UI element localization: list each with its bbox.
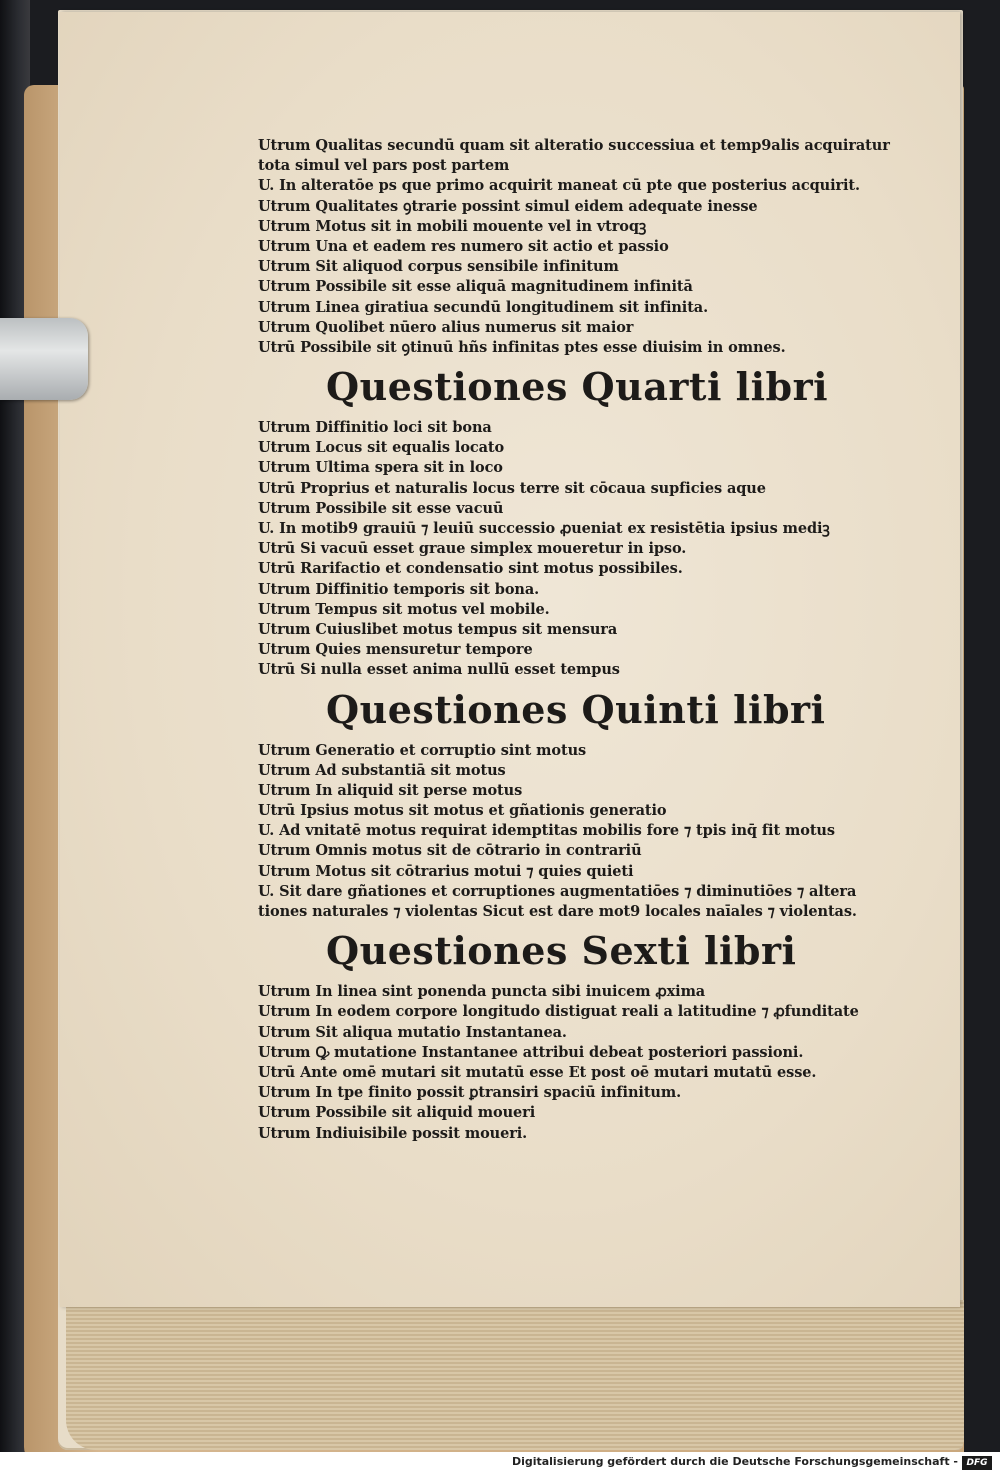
text-line: Utrum Indiuisibile possit moueri. bbox=[258, 1124, 528, 1142]
text-line: U. Sit dare gñationes et corruptiones augmentatiōes ⁊ diminutiōes ⁊ altera bbox=[258, 882, 857, 900]
text-line: U. In motib9 grauiū ⁊ leuiū successio ꝓueniat ex resistētia ipsius mediꝫ bbox=[258, 520, 830, 537]
text-line: Utrum Possibile sit esse aliquā magnitudinem infinitā bbox=[258, 278, 693, 296]
page-edges bbox=[66, 1300, 964, 1450]
page-clip bbox=[0, 318, 88, 400]
page-text bbox=[258, 136, 908, 1144]
text-line: Utrum Ultima spera sit in loco bbox=[258, 459, 503, 477]
text-line: tiones naturales ⁊ violentas Sicut est dare mot9 locales naīales ⁊ violentas. bbox=[258, 903, 857, 920]
text-line: Utrum Ad substantiā sit motus bbox=[258, 761, 506, 779]
text-line: Utrum Sit aliqua mutatio Instantanea. bbox=[258, 1023, 567, 1041]
text-line: Utrū Ipsius motus sit motus et gñationis generatio bbox=[258, 802, 667, 820]
text-line: Utrum Qualitates ꝯtrarie possint simul eidem adequate inesse bbox=[258, 197, 758, 215]
text-line: tota simul vel pars post partem bbox=[258, 157, 510, 175]
section-quinti bbox=[258, 741, 908, 923]
text-line: Utrū Proprius et naturalis locus terre sit cōcaua supficies aque bbox=[258, 479, 766, 497]
text-line: Utrum Sit aliquod corpus sensibile infinitum bbox=[258, 258, 619, 276]
text-line: Utrū Ante omē mutari sit mutatū esse Et post oē mutari mutatū esse. bbox=[258, 1063, 817, 1081]
text-line: U. In alteratōe ps que primo acquirit maneat cū pte que posterius acquirit. bbox=[258, 177, 860, 195]
text-line: Utrum Diffinitio loci sit bona bbox=[258, 419, 492, 437]
text-line: Utrum In tpe finito possit ꝑtransiri spaciū infinitum. bbox=[258, 1084, 682, 1102]
text-line: U. Ad vnitatē motus requirat idemptitas mobilis fore ⁊ tpis inq̄ fit motus bbox=[258, 822, 835, 840]
text-line: Utrum Ꝙ mutatione Instantanee attribui debeat posteriori passioni. bbox=[258, 1043, 804, 1061]
text-line: Utrum Motus sit in mobili mouente vel in vtroqꝫ bbox=[258, 217, 647, 235]
text-line: Utrum Possibile sit esse vacuū bbox=[258, 499, 504, 517]
text-line: Utrū Si vacuū esset graue simplex moueretur in ipso. bbox=[258, 540, 687, 558]
section-sexti bbox=[258, 982, 908, 1144]
text-line: Utrum Generatio et corruptio sint motus bbox=[258, 741, 587, 759]
heading-sexti-libri: Questiones Sexti libri bbox=[326, 928, 797, 974]
text-line: Utrum Locus sit equalis locato bbox=[258, 439, 505, 457]
text-line: Utrum Cuiuslibet motus tempus sit mensura bbox=[258, 620, 618, 638]
text-line: Utrum Tempus sit motus vel mobile. bbox=[258, 600, 550, 618]
text-line: Utrum Qualitas secundū quam sit alteratio successiua et temp9alis acquiratur bbox=[258, 137, 890, 154]
text-line: Utrum Motus sit cōtrarius motui ⁊ quies quieti bbox=[258, 862, 634, 880]
heading-quarti-libri: Questiones Quarti libri bbox=[326, 364, 829, 410]
text-line: Utrum In eodem corpore longitudo distiguat reali a latitudine ⁊ ꝓfunditate bbox=[258, 1003, 859, 1021]
digitization-footer bbox=[0, 1452, 1000, 1475]
text-line: Utrum Diffinitio temporis sit bona. bbox=[258, 580, 540, 598]
text-line: Utrum In linea sint ponenda puncta sibi inuicem ꝓxima bbox=[258, 983, 706, 1001]
text-line: Utrū Rarifactio et condensatio sint motus possibiles. bbox=[258, 560, 683, 578]
dfg-logo: DFG bbox=[962, 1456, 992, 1470]
heading-quinti-libri: Questiones Quinti libri bbox=[326, 686, 826, 732]
text-line: Utrum Quies mensuretur tempore bbox=[258, 641, 533, 659]
text-line: Utrum Una et eadem res numero sit actio et passio bbox=[258, 237, 669, 255]
text-line: Utrū Possibile sit ꝯtinuū hñs infinitas ptes esse diuisim in omnes. bbox=[258, 338, 786, 356]
section-third-tail bbox=[258, 136, 908, 358]
text-line: Utrum Omnis motus sit de cōtrario in contrariū bbox=[258, 842, 642, 860]
digitization-credit: Digitalisierung gefördert durch die Deutsche Forschungsgemeinschaft - bbox=[511, 1455, 958, 1468]
text-line: Utrū Si nulla esset anima nullū esset tempus bbox=[258, 661, 620, 679]
text-line: Utrum In aliquid sit perse motus bbox=[258, 781, 523, 799]
text-line: Utrum Linea giratiua secundū longitudinem sit infinita. bbox=[258, 298, 709, 316]
section-quarti bbox=[258, 418, 908, 680]
text-line: Utrum Possibile sit aliquid moueri bbox=[258, 1104, 536, 1122]
text-line: Utrum Quolibet nūero alius numerus sit maior bbox=[258, 318, 634, 336]
